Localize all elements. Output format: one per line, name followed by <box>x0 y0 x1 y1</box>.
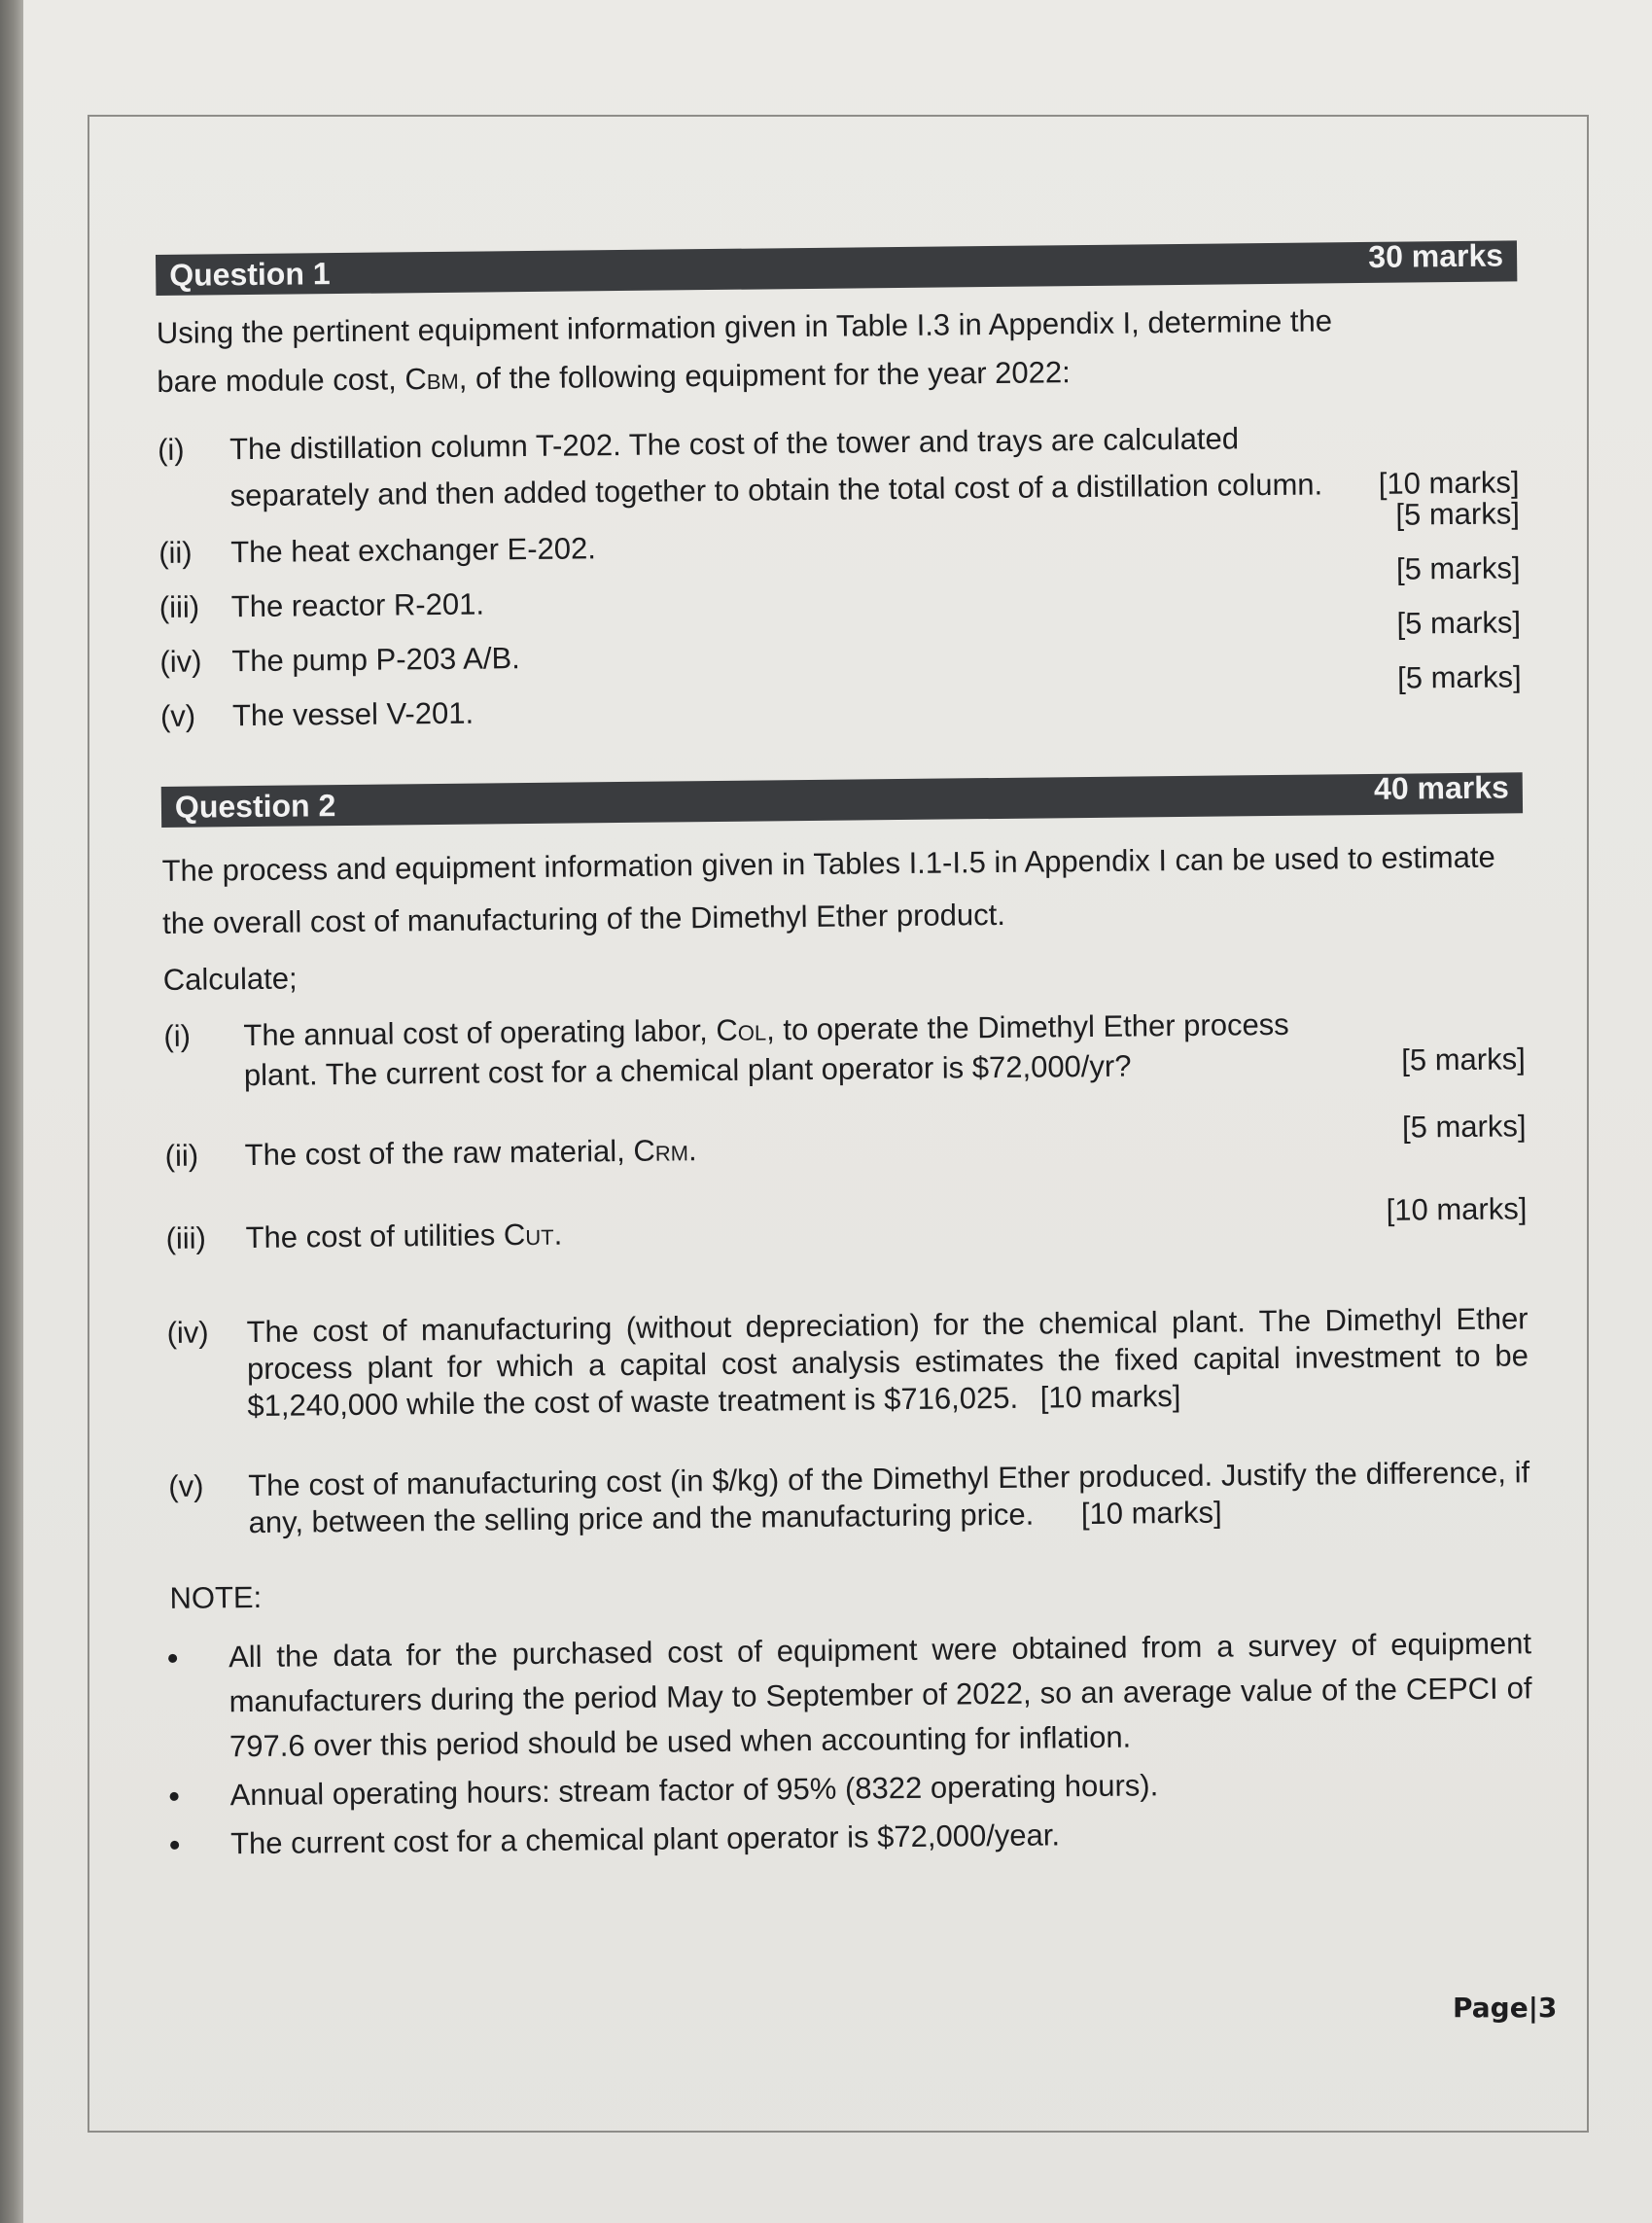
question-2-marks: 40 marks <box>1373 768 1509 806</box>
question-1-intro <box>157 295 1519 409</box>
q2-item-ii: (ii) The cost of the raw material, CRM. [5 marks] <box>164 1109 1527 1173</box>
question-1-title: Question 1 <box>169 255 331 293</box>
question-2-calculate: Calculate; <box>162 961 298 997</box>
q2-item-v: (v) The cost of manufacturing cost (in $/kg) of the Dimethyl Ether produced. Justify the difference, if any, between the selling price and the manufacturing price. [10 marks] <box>168 1455 1530 1540</box>
question-1-intro-line2: bare module cost, CBM, of the following equipment for the year 2022: <box>157 355 1071 399</box>
q2-item-i: (i) The annual cost of operating labor, COL, to operate the Dimethyl Ether process plant. The current cost for a chemical plant operator is $72,000/yr? [5 marks] <box>163 1006 1526 1093</box>
bullet-icon <box>168 1654 177 1663</box>
question-2-header <box>161 768 1523 828</box>
bullet-icon <box>170 1792 179 1801</box>
q2-item-iv: (iv) The cost of manufacturing (without depreciation) for the chemical plant. The Dimethyl Ether process plant for which a capital cost analysis estimates the fixed capital investment to be $1,240,000 while the cost of waste treatment is $716,025. [10 marks] <box>166 1301 1529 1424</box>
question-1-items <box>158 412 1522 740</box>
q1-item-v: (v) The vessel V-201. [5 marks] <box>159 659 1522 733</box>
question-2-intro: The process and equipment information given in Tables I.1-I.5 in Appendix I can be used to estimate the overall cost of manufacturing of the Dimethyl Ether product. <box>161 839 1495 940</box>
notes-title: NOTE: <box>169 1579 263 1615</box>
bullet-icon <box>170 1841 179 1850</box>
page-content <box>156 236 1533 1871</box>
question-1-intro-line1: Using the pertinent equipment information given in Table I.3 in Appendix I, determine the <box>156 303 1333 350</box>
notes-section <box>169 1567 1533 1867</box>
note-item: The current cost for a chemical plant operator is $72,000/year. <box>172 1808 1533 1867</box>
note-item: All the data for the purchased cost of equipment were obtained from a survey of equipment manufacturers during the period May to September of 2022, so an average value of the CEPCI of 797.6 over this period should be used when accounting for inflation. <box>170 1621 1532 1770</box>
q1-item-i: (i) The distillation column T-202. The cost of the tower and trays are calculated separately and then added together to obtain the total cost of a distillation column. [10 marks] <box>157 421 1520 513</box>
question-1-marks: 30 marks <box>1368 236 1504 274</box>
q1-item-iv: (iv) The pump P-203 A/B. [5 marks] <box>159 605 1522 679</box>
q2-item-iii: (iii) The cost of utilities CUT. [10 marks] <box>165 1191 1528 1255</box>
question-2-title: Question 2 <box>174 787 336 825</box>
note-item: Annual operating hours: stream factor of 95% (8322 operating hours). <box>171 1759 1532 1818</box>
page-number: Page|3 <box>1453 1992 1558 2024</box>
q1-item-ii: (ii) The heat exchanger E-202. [5 marks] <box>158 496 1521 570</box>
question-2-items <box>163 1004 1530 1542</box>
q1-item-iii: (iii) The reactor R-201. [5 marks] <box>158 550 1521 624</box>
